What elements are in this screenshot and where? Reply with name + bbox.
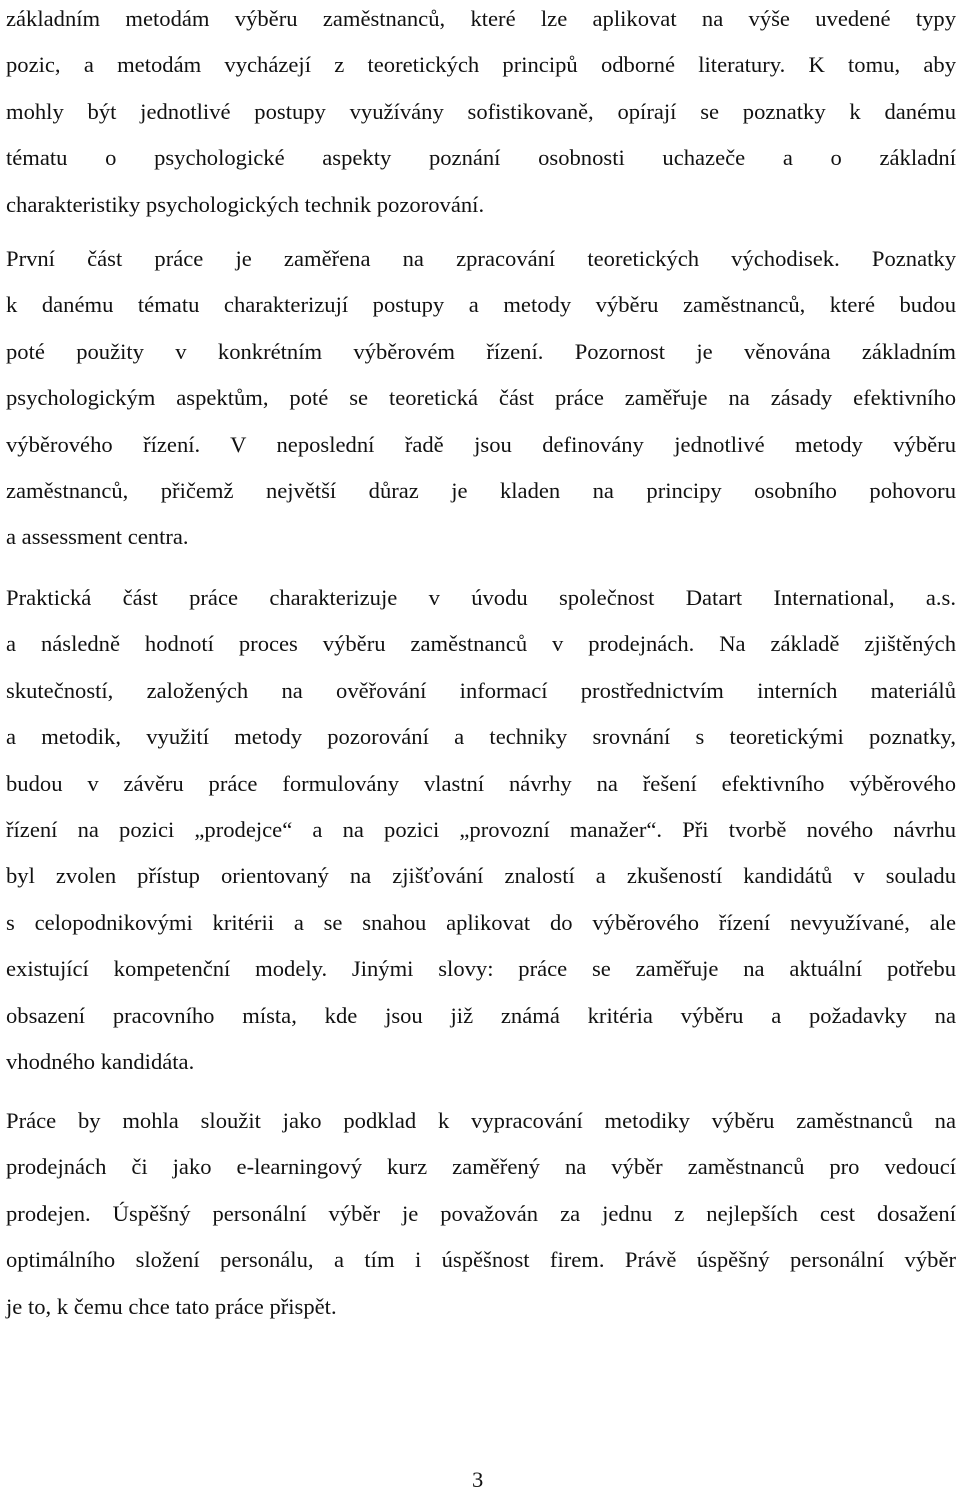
text-line: optimálního složení personálu, a tím i úspěšnost firem. Právě úspěšný personální výběr [6,1247,956,1273]
text-line: existující kompetenční modely. Jinými slovy: práce se zaměřuje na aktuální potřebu [6,956,956,982]
text-line: výběrového řízení. V neposlední řadě jsou definovány jednotlivé metody výběru [6,431,956,457]
text-line: skutečností, založených na ověřování informací prostřednictvím interních materiálů [6,677,956,703]
text-line: zaměstnanců, přičemž největší důraz je kladen na principy osobního pohovoru [6,477,956,503]
text-line: a assessment centra. [6,524,189,550]
text-line: poté použity v konkrétním výběrovém řízení. Pozornost je věnována základním [6,338,956,364]
text-line: obsazení pracovního místa, kde jsou již známá kritéria výběru a požadavky na [6,1002,956,1028]
text-line: a metodik, využití metody pozorování a techniky srovnání s teoretickými poznatky, [6,724,956,750]
text-line: psychologickým aspektům, poté se teoretická část práce zaměřuje na zásady efektivního [6,385,956,411]
text-line: vhodného kandidáta. [6,1048,195,1074]
text-line: k danému tématu charakterizují postupy a metody výběru zaměstnanců, které budou [6,292,956,318]
text-line: základním metodám výběru zaměstnanců, které lze aplikovat na výše uvedené typy [6,6,956,31]
text-line: pozic, a metodám vycházejí z teoretických principů odborné literatury. K tomu, aby [6,52,956,78]
text-line: Praktická část práce charakterizuje v úvodu společnost Datart International, a.s. [6,585,956,610]
text-line: tématu o psychologické aspekty poznání osobnosti uchazeče a o základní [6,145,956,171]
paragraph-theoretical-part [6,236,956,561]
text-line: Práce by mohla sloužit jako podklad k vypracování metodiky výběru zaměstnanců na [6,1108,956,1133]
text-line: mohly být jednotlivé postupy využívány sofistikovaně, opírají se poznatky k danému [6,98,956,124]
text-line: řízení na pozici „prodejce“ a na pozici „provozní manažer“. Při tvorbě nového návrhu [6,816,956,842]
text-line: První část práce je zaměřena na zpracování teoretických východisek. Poznatky [6,246,956,271]
text-line: a následně hodnotí proces výběru zaměstnanců v prodejnách. Na základě zjištěných [6,631,956,657]
paragraph-methods-intro [6,0,956,228]
text-line: charakteristiky psychologických technik pozorování. [6,191,485,217]
paragraph-practical-part [6,575,956,1085]
text-line: byl zvolen přístup orientovaný na zjišťování znalostí a zkušeností kandidátů v souladu [6,863,956,889]
paragraph-conclusion [6,1098,956,1330]
text-line: prodejen. Úspěšný personální výběr je považován za jednu z nejlepších cest dosažení [6,1200,956,1226]
text-line: je to, k čemu chce tato práce přispět. [6,1293,337,1319]
text-line: s celopodnikovými kritérii a se snahou aplikovat do výběrového řízení nevyužívané, ale [6,909,956,935]
text-line: prodejnách či jako e-learningový kurz zaměřený na výběr zaměstnanců pro vedoucí [6,1154,956,1180]
text-line: budou v závěru práce formulovány vlastní návrhy na řešení efektivního výběrového [6,770,956,796]
page-number: 3 [472,1467,484,1492]
